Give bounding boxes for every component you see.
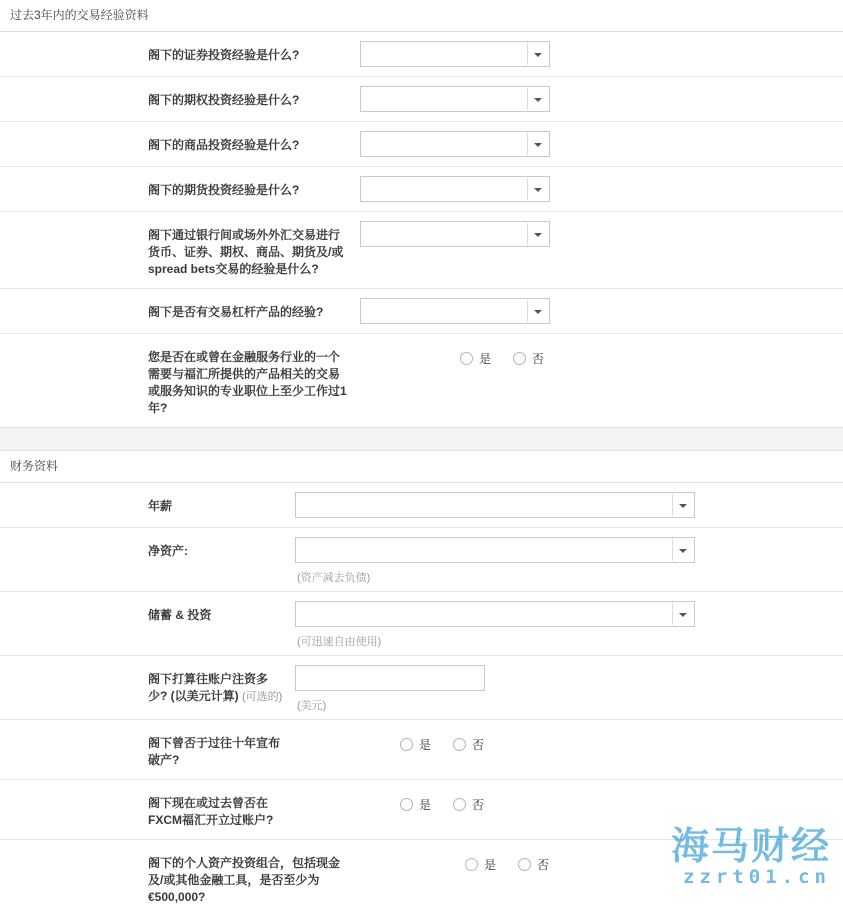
savings-investments-hint: (可迅速自由使用) — [297, 636, 382, 648]
professional-experience-radio-group — [460, 334, 566, 367]
chevron-down-icon — [672, 539, 693, 561]
field-control — [360, 289, 560, 330]
chevron-down-icon — [527, 178, 548, 200]
radio-option-yes[interactable] — [460, 350, 491, 367]
radio-label: 是 — [419, 798, 432, 812]
form-row — [0, 720, 843, 780]
field-label: 阁下是否有交易杠杆产品的经验? — [148, 305, 324, 319]
field-control — [360, 212, 560, 253]
radio-option-no[interactable] — [518, 856, 549, 873]
form-row — [0, 167, 843, 212]
radio-button-icon[interactable] — [513, 352, 526, 365]
initial-deposit-input[interactable] — [295, 665, 485, 691]
radio-button-icon[interactable] — [460, 352, 473, 365]
field-control — [360, 167, 560, 208]
radio-label: 否 — [537, 858, 550, 872]
radio-label: 是 — [419, 738, 432, 752]
radio-option-no[interactable] — [513, 350, 544, 367]
section-title-trading-experience: 过去3年内的交易经验资料 — [0, 0, 843, 32]
radio-button-icon[interactable] — [400, 798, 413, 811]
radio-label: 是 — [479, 352, 492, 366]
trading-experience-rows — [0, 32, 843, 427]
radio-label: 否 — [472, 738, 485, 752]
field-label: 阁下曾否于过往十年宣布破产? — [148, 736, 281, 767]
form-row — [0, 77, 843, 122]
radio-option-no[interactable] — [453, 796, 484, 813]
otc-fx-experience-select[interactable] — [360, 221, 550, 247]
form-row — [0, 528, 843, 592]
field-control — [295, 528, 715, 591]
options-experience-select[interactable] — [360, 86, 550, 112]
radio-label: 是 — [484, 858, 497, 872]
field-label: 阁下的商品投资经验是什么? — [148, 138, 300, 152]
form-row — [0, 656, 843, 720]
field-label: 储蓄 & 投资 — [148, 608, 212, 622]
radio-button-icon[interactable] — [453, 798, 466, 811]
section-divider — [0, 427, 843, 451]
watermark-sub-text: zzrt01.cn — [683, 866, 831, 888]
annual-income-select[interactable] — [295, 492, 695, 518]
radio-option-yes[interactable] — [465, 856, 496, 873]
existing-account-radio-group — [400, 780, 506, 813]
form-row — [0, 122, 843, 167]
form-row — [0, 592, 843, 656]
chevron-down-icon — [527, 300, 548, 322]
radio-button-icon[interactable] — [453, 738, 466, 751]
net-worth-hint: (资产减去负债) — [297, 572, 371, 584]
form-row — [0, 780, 843, 840]
form-row — [0, 212, 843, 289]
field-control — [360, 32, 560, 73]
commodities-experience-select[interactable] — [360, 131, 550, 157]
financial-information-rows — [0, 483, 843, 916]
form-row — [0, 32, 843, 77]
chevron-down-icon — [527, 88, 548, 110]
trading-experience-section — [0, 0, 843, 427]
chevron-down-icon — [527, 43, 548, 65]
section-title-financial-information: 财务资料 — [0, 451, 843, 483]
form-row — [0, 840, 843, 916]
chevron-down-icon — [672, 603, 693, 625]
portfolio-threshold-radio-group — [465, 840, 571, 873]
form-row — [0, 483, 843, 528]
field-label: 阁下现在或过去曾否在FXCM福汇开立过账户? — [148, 796, 274, 827]
chevron-down-icon — [527, 133, 548, 155]
financial-information-section — [0, 451, 843, 916]
field-label: 您是否在或曾在金融服务行业的一个需要与福汇所提供的产品相关的交易或服务知识的专业职位上至少工作过1年? — [148, 350, 347, 415]
field-label: 阁下的证券投资经验是什么? — [148, 48, 300, 62]
field-label — [0, 656, 295, 716]
radio-label: 否 — [472, 798, 485, 812]
field-control — [295, 483, 715, 524]
radio-button-icon[interactable] — [518, 858, 531, 871]
form-row — [0, 334, 843, 427]
radio-option-yes[interactable] — [400, 736, 431, 753]
securities-experience-select[interactable] — [360, 41, 550, 67]
radio-button-icon[interactable] — [400, 738, 413, 751]
field-control — [295, 592, 715, 655]
watermark-main-text: 海马财经 — [670, 824, 831, 868]
field-label: 阁下通过银行间或场外外汇交易进行货币、证券、期权、商品、期货及/或spread bets交易的经验是什么? — [148, 228, 344, 276]
radio-button-icon[interactable] — [465, 858, 478, 871]
bankruptcy-radio-group — [400, 720, 506, 753]
field-label: 净资产: — [148, 544, 188, 558]
chevron-down-icon — [672, 494, 693, 516]
field-label: 阁下的期货投资经验是什么? — [148, 183, 300, 197]
radio-label: 否 — [532, 352, 545, 366]
field-label-optional: (可选的) — [242, 691, 283, 703]
savings-investments-select[interactable] — [295, 601, 695, 627]
futures-experience-select[interactable] — [360, 176, 550, 202]
radio-option-yes[interactable] — [400, 796, 431, 813]
radio-option-no[interactable] — [453, 736, 484, 753]
field-label-text: 阁下打算往账户注资多少? (以美元计算) — [148, 672, 269, 703]
field-control — [360, 77, 560, 118]
field-control — [360, 122, 560, 163]
net-worth-select[interactable] — [295, 537, 695, 563]
field-control — [295, 656, 715, 719]
form-row — [0, 289, 843, 334]
field-label: 阁下的期权投资经验是什么? — [148, 93, 300, 107]
leveraged-products-experience-select[interactable] — [360, 298, 550, 324]
chevron-down-icon — [527, 223, 548, 245]
initial-deposit-hint: (美元) — [297, 700, 327, 712]
field-label: 阁下的个人资产投资组合，包括现金及/或其他金融工具，是否至少为€500,000? — [148, 856, 341, 904]
field-label: 年薪 — [148, 499, 173, 513]
